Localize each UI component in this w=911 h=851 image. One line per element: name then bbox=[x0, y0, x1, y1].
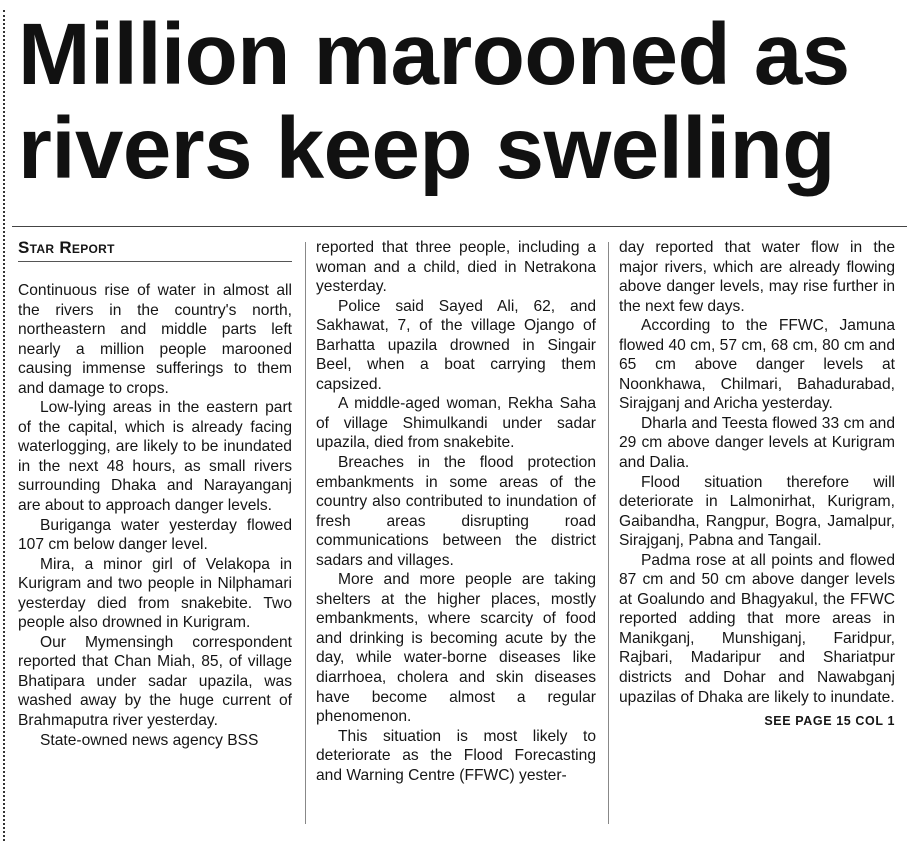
column-separator bbox=[305, 242, 306, 824]
paragraph: According to the FFWC, Jamuna flowed 40 cm, 57 cm, 68 cm, 80 cm and 65 cm above danger levels at Noonkhawa, Chilmari, Bahadurabad, Sirajganj and Aricha yesterday. bbox=[619, 317, 895, 413]
paragraph: Low-lying areas in the eastern part of the capital, which is already facing waterlogging, are likely to be inundated in the next 48 hours, as small rivers surrounding Dhaka and Narayanganj are about to approach danger levels. bbox=[18, 399, 292, 515]
article-body bbox=[18, 238, 895, 838]
paragraph: Flood situation therefore will deteriorate in Lalmonirhat, Kurigram, Gaibandha, Rangpur, Bogra, Jamalpur, Sirajganj, Pabna and Tangail. bbox=[619, 473, 895, 550]
paragraph: This situation is most likely to deteriorate as the Flood Forecasting and Warning Centre (FFWC) yester- bbox=[316, 727, 596, 784]
paragraph: Mira, a minor girl of Velakopa in Kurigram and two people in Nilphamari yesterday died from snakebite. Two people also drowned in Kurigram. bbox=[18, 555, 292, 632]
paragraph: Our Mymensingh correspondent reported that Chan Miah, 85, of village Bhatipara under sadar upazila, was washed away by the huge current of Brahmaputra river yesterday. bbox=[18, 633, 292, 730]
paragraph: Breaches in the flood protection embankments in some areas of the country also contributed to inundation of fresh areas disrupting road communications between the district sadars and villages. bbox=[316, 454, 596, 569]
column-separator bbox=[608, 242, 609, 824]
paragraph: day reported that water flow in the major rivers, which are already flowing above danger levels, may rise further in the next few days. bbox=[619, 239, 895, 315]
paragraph: Buriganga water yesterday flowed 107 cm below danger level. bbox=[18, 516, 292, 554]
paragraph: More and more people are taking shelters at the higher places, mostly embankments, where scarcity of food and drinking is becoming acute by the day, while water-borne diseases like diarrhoea, cholera and skin diseases have become almost a regular phenomenon. bbox=[316, 571, 596, 726]
column-1 bbox=[18, 238, 292, 750]
headline-line-2: rivers keep swelling bbox=[18, 100, 835, 197]
paragraph: Continuous rise of water in almost all the rivers in the country's north, northeastern and middle parts left nearly a million people marooned causing immense sufferings to them and damage to crops. bbox=[18, 282, 292, 397]
byline: Star Report bbox=[18, 238, 292, 262]
paragraph: Padma rose at all points and flowed 87 cm and 50 cm above danger levels at Goalundo and Bhagyakul, the FFWC reported adding that more areas in Manikganj, Munshiganj, Faridpur, Rajbari, Madaripur and Shariatpur districts and Dohar and Nawabganj upazilas of Dhaka are likely to inundate. bbox=[619, 551, 895, 706]
paragraph: State-owned news agency BSS bbox=[40, 731, 259, 749]
paragraph: Dharla and Teesta flowed 33 cm and 29 cm above danger levels at Kurigram and Dalia. bbox=[619, 414, 895, 472]
paragraph: Police said Sayed Ali, 62, and Sakhawat, 7, of the village Ojango of Barhatta upazila drowned in Singair Beel, when a boat carrying them capsized. bbox=[316, 297, 596, 393]
column-2 bbox=[316, 238, 596, 785]
headline-line-1: Million marooned as bbox=[18, 6, 850, 103]
paragraph: reported that three people, including a woman and a child, died in Netrakona yesterday. bbox=[316, 239, 596, 296]
column-3 bbox=[619, 238, 895, 729]
continuation-note: SEE PAGE 15 COL 1 bbox=[764, 714, 895, 729]
paragraph: A middle-aged woman, Rekha Saha of village Shimulkandi under sadar upazila, died from snakebite. bbox=[316, 395, 596, 452]
dotted-cut-line bbox=[3, 10, 5, 841]
headline-divider bbox=[12, 226, 907, 227]
headline bbox=[18, 8, 903, 196]
